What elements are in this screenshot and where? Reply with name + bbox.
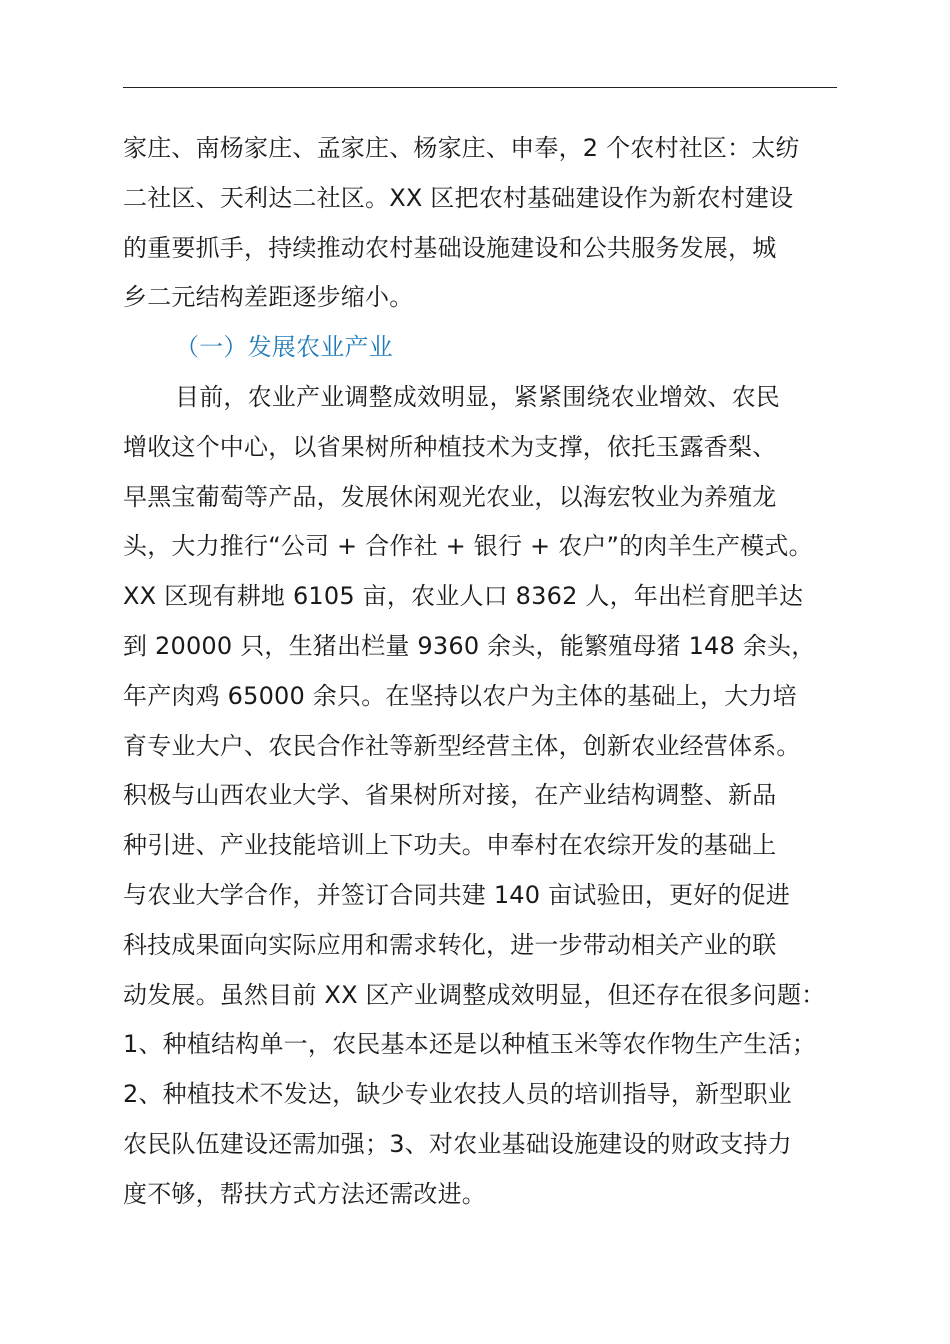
paragraph-line: 年产肉鸡 65000 余只。在坚持以农户为主体的基础上，大力培 — [123, 681, 797, 710]
paragraph-line: 家庄、南杨家庄、孟家庄、杨家庄、申奉，2 个农村社区：太纺 — [123, 134, 800, 162]
paragraph-line: 种引进、产业技能培训上下功夫。申奉村在农综开发的基础上 — [123, 831, 777, 860]
section-heading: （一）发展农业产业 — [175, 333, 393, 362]
paragraph-line: 科技成果面向实际应用和需求转化，进一步带动相关产业的联 — [123, 930, 777, 959]
paragraph-line: XX 区现有耕地 6105 亩，农业人口 8362 人，年出栏育肥羊达 — [123, 582, 804, 611]
paragraph-line: 二社区、天利达二社区。XX 区把农村基础建设作为新农村建设 — [123, 183, 794, 212]
paragraph-line: 动发展。虽然目前 XX 区产业调整成效明显，但还存在很多问题： — [123, 980, 826, 1009]
paragraph-line: 增收这个中心，以省果树所种植技术为支撑，依托玉露香梨、 — [123, 432, 777, 461]
paragraph-line: 乡二元结构差距逐步缩小。 — [123, 283, 414, 312]
paragraph-line: 的重要抓手，持续推动农村基础设施建设和公共服务发展，城 — [123, 233, 777, 262]
header-rule — [123, 87, 837, 88]
paragraph-line: 积极与山西农业大学、省果树所对接，在产业结构调整、新品 — [123, 781, 777, 810]
body-text — [123, 124, 863, 1220]
paragraph-line: 1、种植结构单一，农民基本还是以种植玉米等农作物生产生活； — [123, 1030, 817, 1059]
paragraph-line: 头，大力推行“公司 + 合作社 + 银行 + 农户”的肉羊生产模式。 — [123, 532, 813, 561]
paragraph-line: 育专业大户、农民合作社等新型经营主体，创新农业经营体系。 — [123, 731, 801, 760]
paragraph-line: 度不够，帮扶方式方法还需改进。 — [123, 1179, 486, 1208]
paragraph-line: 早黑宝葡萄等产品，发展休闲观光农业，以海宏牧业为养殖龙 — [123, 482, 777, 511]
paragraph-line: 目前，农业产业调整成效明显，紧紧围绕农业增效、农民 — [175, 382, 780, 411]
paragraph-line: 与农业大学合作，并签订合同共建 140 亩试验田，更好的促进 — [123, 880, 791, 909]
paragraph-line: 2、种植技术不发达，缺少专业农技人员的培训指导，新型职业 — [123, 1080, 792, 1109]
paragraph-line: 到 20000 只，生猪出栏量 9360 余头，能繁殖母猪 148 余头， — [123, 631, 816, 660]
paragraph-line: 农民队伍建设还需加强；3、对农业基础设施建设的财政支持力 — [123, 1129, 792, 1158]
